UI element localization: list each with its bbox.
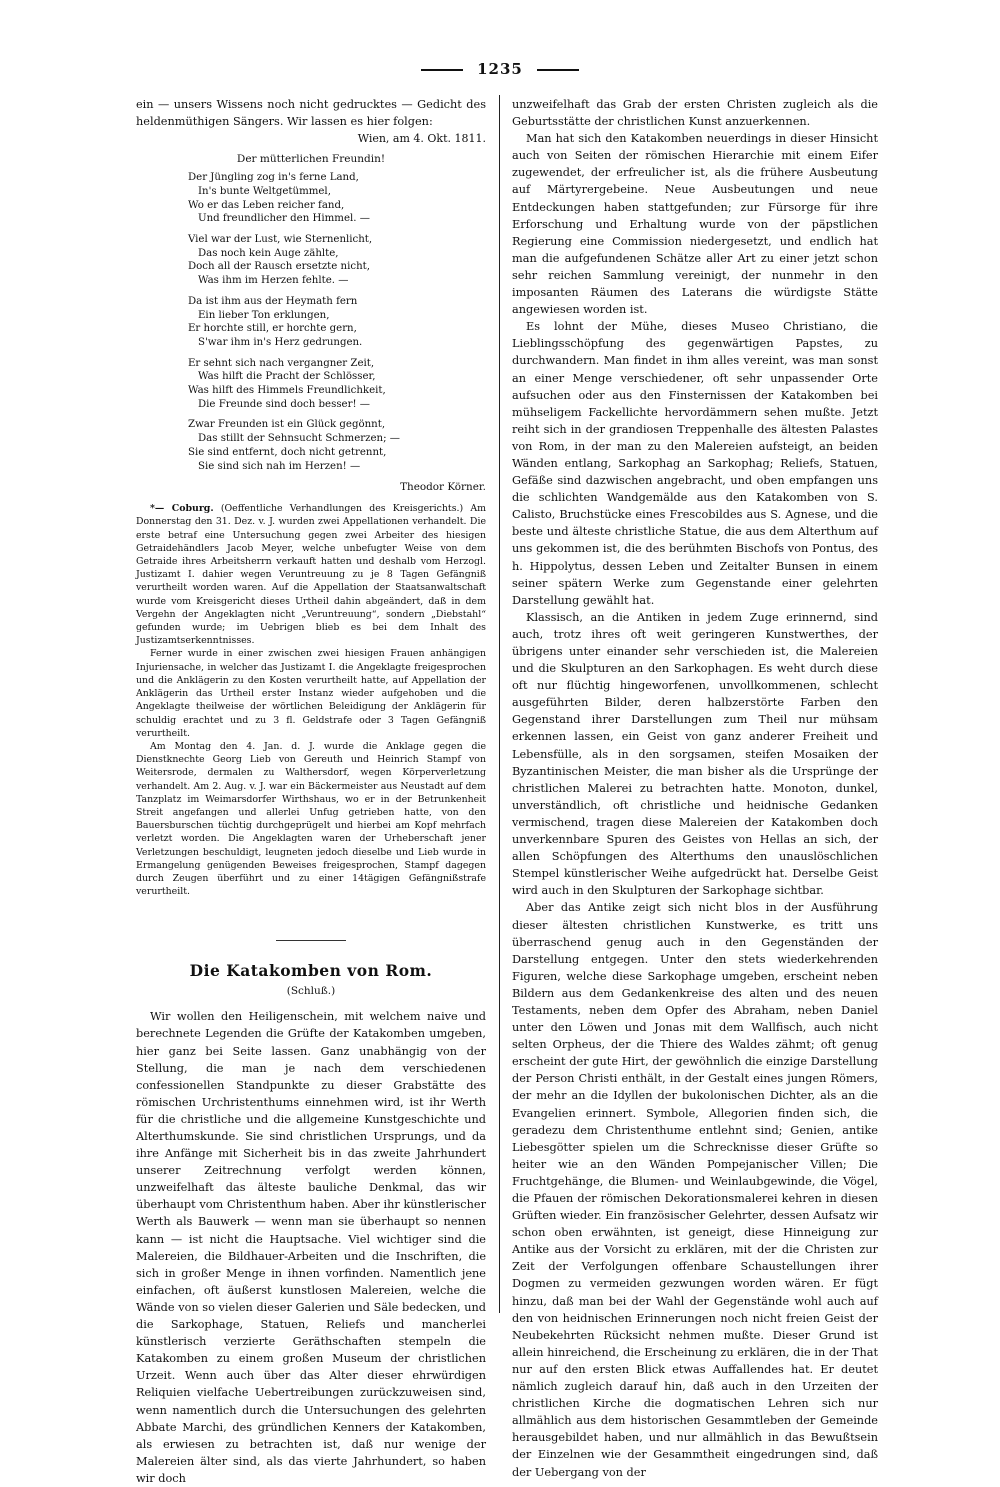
poem-line: Was hilft des Himmels Freundlichkeit, [188, 385, 386, 397]
poet-name: Theodor Körner. [400, 481, 486, 494]
poem-line: Was hilft die Pracht der Schlösser, [198, 371, 376, 383]
news-paragraph: Am Montag den 4. Jan. d. J. wurde die Anklage gegen die Dienstknechte Georg Lieb von Gereuth und Heinrich Stampf von Weitersrode, dermalen zu Walthersdorf, wegen Körperverletzung verhandelt. Am 2. Aug. v. J. war ein Bäckermeister aus Neustadt auf dem Tanzplatz im Weimarsdorfer Wirthshaus, wo er in der Betrunkenheit Streit angefangen und allerlei Unfug getrieben hatte, von den Bauersburschen tüchtig durchgeprügelt und hierbei am Kopf mehrfach verletzt worden. Die Angeklagten waren der Urheberschaft jener Verletzungen beschuldigt, leugneten jedoch dieselbe und Lieb wurde in Ermangelung genügenden Beweises freigesprochen, Stampf dagegen durch Zeugen überführt und zu einer 14tägigen Gefängnißstrafe verurtheilt. [136, 740, 486, 898]
right-column [512, 96, 878, 1481]
article-paragraph: Wir wollen den Heiligenschein, mit welchem naive und berechnete Legenden die Grüfte der Katakomben umgeben, hier ganz bei Seite lassen. Ganz unabhängig von der Stellung, die man je nach dem verschiedenen confessionellen Standpunkte zu dieser Grabstätte des römischen Urchristenthums einnehmen wird, ist ihr Werth für die christliche und die allgemeine Kunstgeschichte und Alterthumskunde. Sie sind christlichen Ursprungs, und da ihre Anfänge mit Sicherheit bis in das zweite Jahrhundert unserer Zeitrechnung verfolgt werden können, unzweifelhaft das älteste bauliche Denkmal, das wir überhaupt vom Christenthum haben. Aber ihr künstlerischer Werth als Bauwerk — wenn man sie überhaupt so nennen kann — ist nicht die Hauptsache. Viel wichtiger sind die Malereien, die Bildhauer-Arbeiten und die Inschriften, die sich in großer Menge in ihnen vorfinden. Namentlich jene einfachen, oft äußerst kunstlosen Malereien, welche die Wände von so vielen dieser Galerien und Säle bedecken, und die Sarkophage, Statuen, Reliefs und mancherlei künstlerisch verzierte Geräthschaften stempeln die Katakomben zu einem großen Museum der christlichen Urzeit. Wenn auch über das Alter dieser ehrwürdigen Reliquien vielfache Uebertreibungen zurückzuweisen sind, wenn namentlich durch die Untersuchungen des gelehrten Abbate Marchi, des gründlichen Kenners der Katakomben, als erwiesen zu betrachten ist, daß nur wenige der Malereien älter sind, als das vierte Jahrhundert, so haben wir doch [136, 1010, 486, 1485]
poem-line: Der Jüngling zog in's ferne Land, [188, 172, 359, 184]
poem-line: Und freundlicher den Himmel. — [198, 213, 370, 225]
section-divider [276, 940, 346, 941]
poem-line: Wo er das Leben reicher fand, [188, 199, 345, 211]
news-paragraph: Ferner wurde in einer zwischen zwei hiesigen Frauen anhängigen Injuriensache, in welcher das Justizamt I. die Angeklagte freigesprochen und die Anklägerin zu den Kosten verurtheilt hatte, auf Appellation der Anklägerin das Urtheil erster Instanz wieder aufgehoben und die Angeklagte theilweise der wörtlichen Beleidigung der Anklägerin für schuldig erachtet und zu 3 fl. Geldstrafe oder 3 Tagen Gefängniß verurtheilt. [136, 648, 486, 739]
article-paragraph: Aber das Antike zeigt sich nicht blos in der Ausführung dieser ältesten christlichen Kunstwerke, es tritt uns überraschend genug auch in den Gegenständen der Darstellung entgegen. Unter den stets wiederkehrenden Figuren, welche diese Sarkophage umgeben, erscheint neben Bildern aus dem Gedankenkreise des alten und des neuen Testaments, neben dem Opfer des Abraham, neben Daniel unter den Löwen und Jonas mit dem Wallfisch, auch nicht selten Orpheus, der die Thiere des Waldes zähmt; oft genug erscheint der gute Hirt, der gewöhnlich die einzige Darstellung der Person Christi enthält, in der Gestalt eines jungen Römers, der mehr an die Idyllen der bukolonischen Dichter, als an die Evangelien erinnert. Symbole, Allegorien finden sich, die geradezu dem Christenthume entlehnt sind; Genien, antike Liebesgötter spielen um die Schrecknisse dieser Grüfte so heiter wie an den Wänden Pompejanischer Villen; Die Fruchtgehänge, die Blumen- und Weinlaubgewinde, die Vögel, die Pfauen der römischen Dekorationsmalerei kehren in diesen Grüften wieder. Ein französischer Gelehrter, dessen Aufsatz wir schon oben erwähnten, ist geneigt, diese Hinneigung zur Antike aus der Vorsicht zu erklären, mit der die Christen zur Zeit der Verfolgungen offenbare Schaustellungen ihrer Dogmen zu vermeiden gezwungen worden wären. Er fügt hinzu, daß man bei der Wahl der Gegenstände wohl auch auf den von heidnischen Erinnerungen noch nicht freien Geist der Neubekehrten Rücksicht nehmen mußte. Dieser Grund ist allein hinreichend, die Erscheinung zu erklären, die in der That nur auf den ersten Blick etwas Auffallendes hat. Er deutet nämlich zugleich darauf hin, daß auch in den Urzeiten der christlichen Kirche die dogmatischen Lehren sich nur allmählich aus dem historischen Gesammtleben der Gemeinde herausgebildet haben, und nur allmählich in das Bewußtsein der Einzelnen wie der Gesammtheit eingedrungen sind, daß der Uebergang von der [512, 901, 878, 1479]
article-subtitle: (Schluß.) [286, 985, 336, 998]
page-number: 1235 [477, 60, 523, 78]
news-lead: *— Coburg. [150, 503, 214, 515]
poem-line: Sie sind sich nah im Herzen! — [198, 460, 361, 472]
poem-line: Ein lieber Ton erklungen, [198, 309, 330, 321]
poem-line: Viel war der Lust, wie Sternenlicht, [188, 234, 373, 245]
poem-line: S'war ihm in's Herz gedrungen. [198, 336, 363, 348]
news-section [136, 502, 486, 898]
poem-title: Der mütterlichen Freundin! [236, 153, 386, 166]
poem-line: Zwar Freunden ist ein Glück gegönnt, [188, 419, 386, 431]
article-paragraph: Klassisch, an die Antiken in jedem Zuge erinnernd, sind auch, trotz ihres oft weit geringeren Kunstwerthes, der übrigens unter einander sehr verschieden ist, die Malereien und die Skulpturen an den Sarkophagen. Es weht durch diese oft nur flüchtig hingeworfenen, unvollkommenen, schlecht ausgeführten Bilder, deren halbzerstörte Farben den Gegenstand ihrer Darstellungen zum Theil nur mühsam erkennen lassen, ein Geist von ganz anderer Freiheit und Lebensfülle, als in den sorgsamen, steifen Mosaiken der Byzantinischen Meister, die man bisher als die Ursprünge der christlichen Malerei zu betrachten hatte. Monoton, dunkel, unverständlich, oft christliche und heidnische Gedanken vermischend, tragen diese Malereien der Katakomben doch unverkennbare Spuren des Geistes von Hellas an sich, der allen Schöpfungen des Alterthums den unauslöschlichen Stempel künstlerischer Weihe aufgedrückt hat. Derselbe Geist wird auch in den Skulpturen der Sarkophage sichtbar. [512, 610, 878, 898]
left-column [136, 96, 486, 1487]
poem-stanza [188, 295, 486, 350]
poem-intro: ein — unsers Wissens noch nicht gedrucktes — Gedicht des heldenmüthigen Sängers. Wir lassen es hier folgen: [136, 98, 486, 129]
poem-line: Er sehnt sich nach vergangner Zeit, [188, 357, 375, 369]
article-paragraph: Es lohnt der Mühe, dieses Museo Christiano, die Lieblingsschöpfung des gegenwärtigen Papstes, zu durchwandern. Man findet in ihm alles vereint, was man sonst an einer Menge verschiedener, oft sehr unpassender Orte aufsuchen oder aus den Finsternissen der Katakomben bei mühseligem Fackellichte hervordämmern sehen mußte. Jetzt reiht sich in der grandiosen Treppenhalle des ältesten Palastes von Rom, in der man zu den Malereien aufsteigt, an beiden Wänden entlang, Sarkophag an Sarkophag; Reliefs, Statuen, Gefäße sind dazwischen angebracht, und oben empfangen uns die schlichten Wandgemälde aus den Katakomben von S. Calisto, Bruchstücke eines Frescobildes aus S. Agnese, und die beste und älteste christliche Statue, die aus dem Alterthum auf uns gekommen ist, die des berühmten Bischofs von Pontus, des h. Hippolytus, dessen Leben und Zeitalter Bunsen in einem seiner spätern Werke zum Gegenstande einer gelehrten Darstellung gewählt hat. [512, 320, 878, 607]
poem-line: Doch all der Rausch ersetzte nicht, [188, 261, 370, 273]
poem-stanza [188, 357, 486, 412]
poem [188, 171, 486, 473]
article-paragraph: Man hat sich den Katakomben neuerdings in dieser Hinsicht auch von Seiten der römischen Hierarchie mit einem Eifer zugewendet, der erfreulicher ist, als die frühere Ausbeutung auf Märtyrergebeine. Neue Ausbeutungen und neue Entdeckungen haben stattgefunden; zur Fürsorge für ihre Erforschung und Erhaltung wurde von der päpstlichen Regierung eine Commission niedergesetzt, und endlich hat man die aufgefundenen Schätze aller Art zu einer jetzt schon sehr reichen Sammlung vereinigt, der nunmehr in den imposanten Räumen des Laterans die würdigste Stätte angewiesen worden ist. [512, 132, 878, 317]
page-header [0, 60, 1000, 78]
poem-line: Das noch kein Auge zählte, [198, 247, 339, 259]
poem-stanza [188, 418, 486, 473]
poem-line: In's bunte Weltgetümmel, [198, 185, 331, 197]
header-rule-right [537, 69, 579, 71]
article-paragraph: unzweifelhaft das Grab der ersten Christen zugleich als die Geburtsstätte der christlichen Kunst anzuerkennen. [512, 98, 878, 129]
news-paragraph: *— Coburg. (Oeffentliche Verhandlungen des Kreisgerichts.) Am Donnerstag den 31. Dez. v. J. wurden zwei Appellationen verhandelt. Die erste betraf eine Untersuchung gegen zwei Arbeiter des hiesigen Getraidehändlers Jacob Meyer, welche unbefugter Weise von dem Getraide ihres Arbeitsherrn verkauft hatten und deshalb vom Herzogl. Justizamt I. dahier wegen Veruntreuung zu je 8 Tagen Gefängniß verurtheilt worden waren. Auf die Appellation der Staatsanwaltschaft wurde vom Kreisgericht dieses Urtheil dahin abgeändert, daß in dem Vergehn der Angeklagten nicht „Veruntreuung“, sondern „Diebstahl“ gefunden wurde; im Uebrigen blieb es bei dem Inhalt des Justizamtserkenntnisses. [136, 503, 486, 647]
poem-line: Da ist ihm aus der Heymath fern [188, 295, 358, 307]
poem-line: Das stillt der Sehnsucht Schmerzen; — [198, 433, 400, 445]
poem-line: Sie sind entfernt, doch nicht getrennt, [188, 446, 387, 458]
dateline: Wien, am 4. Okt. 1811. [357, 132, 486, 146]
article-title: Die Katakomben von Rom. [189, 961, 433, 981]
poem-line: Er horchte still, er horchte gern, [188, 323, 357, 335]
poem-stanza [188, 233, 486, 288]
column-divider [499, 95, 500, 1313]
poem-stanza [188, 171, 486, 226]
poem-line: Die Freunde sind doch besser! — [198, 398, 370, 410]
header-rule-left [421, 69, 463, 71]
poem-line: Was ihm im Herzen fehlte. — [198, 275, 349, 287]
